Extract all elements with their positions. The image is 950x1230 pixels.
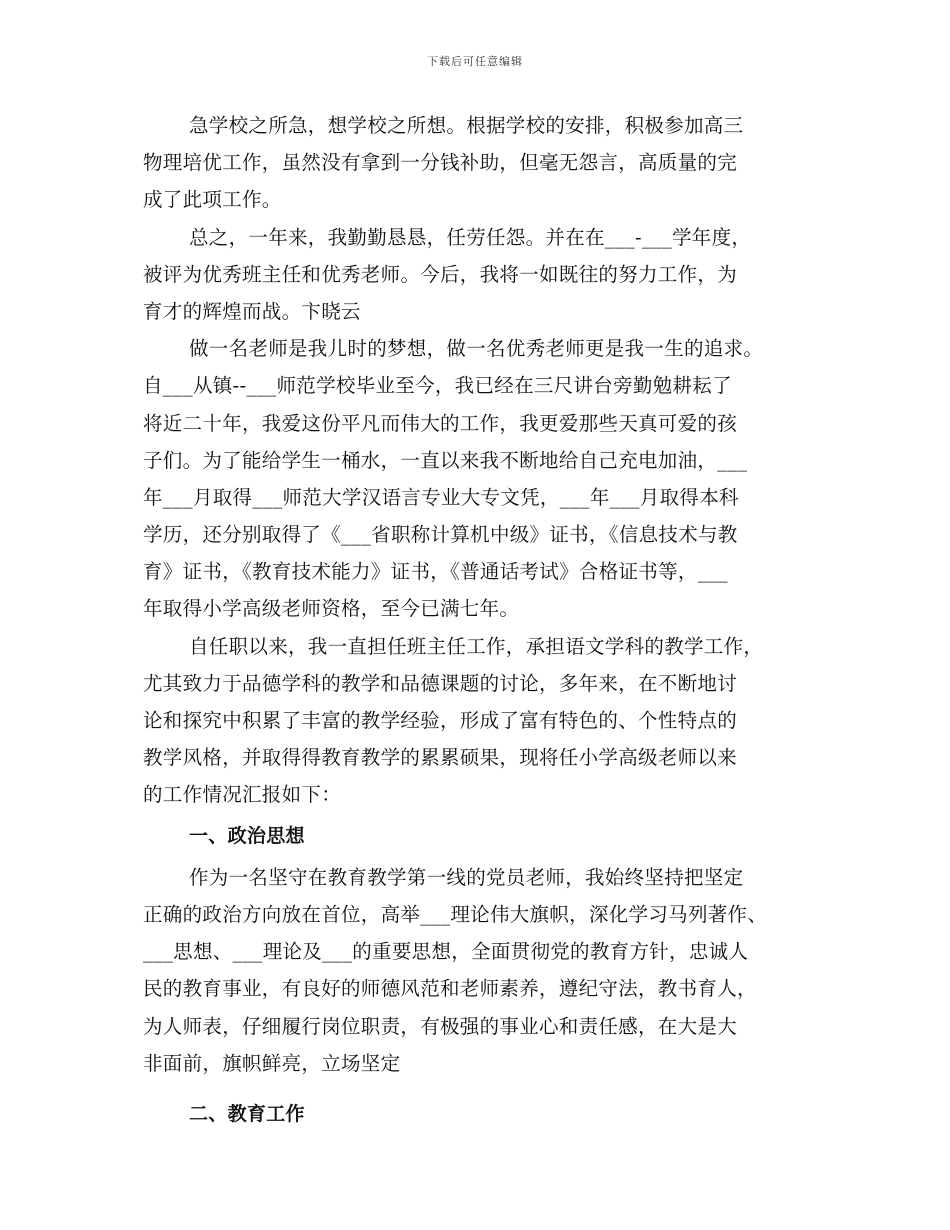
text-line: 年取得小学高级老师资格，至今已满七年。 — [143, 597, 520, 621]
paragraph-start-line: 总之，一年来，我勤勤恳恳，任劳任怨。并在在___-___学年度， — [189, 225, 752, 249]
section-heading-politics: 一、政治思想 — [189, 824, 305, 847]
text-line: 教学风格，并取得得教育教学的累累硕果，现将任小学高级老师以来 — [143, 746, 738, 770]
paragraph-start-line: 作为一名坚守在教育教学第一线的党员老师，我始终坚持把坚定 — [189, 865, 744, 889]
text-line: 物理培优工作，虽然没有拿到一分钱补助，但毫无怨言，高质量的完 — [143, 151, 738, 175]
page-header: 下载后可任意编辑 — [427, 55, 523, 68]
text-line: 年___月取得___师范大学汉语言专业大专文凭，___年___月取得本科 — [143, 485, 739, 509]
text-line: 的工作情况汇报如下： — [143, 783, 342, 807]
paragraph-start-line: 做一名老师是我儿时的梦想，做一名优秀老师更是我一生的追求。 — [189, 337, 764, 361]
section-heading-education: 二、教育工作 — [189, 1102, 305, 1125]
text-line: 自___从镇--___师范学校毕业至今，我已经在三尺讲台旁勤勉耕耘了 — [143, 374, 732, 398]
text-line: 被评为优秀班主任和优秀老师。今后，我将一如既往的努力工作，为 — [143, 262, 738, 286]
text-line: 育才的辉煌而战。卞晓云 — [143, 299, 361, 323]
text-line: 正确的政治方向放在首位，高举___理论伟大旗帜，深化学习马列著作、 — [143, 902, 768, 926]
text-line: 将近二十年，我爱这份平凡而伟大的工作，我更爱那些天真可爱的孩 — [143, 411, 738, 435]
document-body — [143, 107, 813, 1137]
text-line: 急学校之所急，想学校之所想。根据学校的安排，积极参加高三 — [189, 114, 744, 137]
text-line: 尤其致力于品德学科的教学和品德课题的讨论，多年来，在不断地讨 — [143, 671, 738, 695]
text-line: 论和探究中积累了丰富的教学经验，形成了富有特色的、个性特点的 — [143, 709, 738, 732]
text-line: 学历，还分别取得了《___省职称计算机中级》证书，《信息技术与教 — [143, 523, 738, 547]
text-line: ___思想、___理论及___的重要思想，全面贯彻党的教育方针，忠诚人 — [143, 940, 749, 964]
text-line: 成了此项工作。 — [143, 188, 282, 212]
text-line: 育》证书，《教育技术能力》证书，《普通话考试》合格证书等，___ — [143, 560, 728, 584]
text-line: 民的教育事业，有良好的师德风范和老师素养，遵纪守法，教书育人， — [143, 977, 757, 1001]
text-line: 子们。为了能给学生一桶水，一直以来我不断地给自己充电加油，___ — [143, 448, 748, 472]
text-line: 为人师表，仔细履行岗位职责，有极强的事业心和责任感，在大是大 — [143, 1014, 738, 1038]
text-line: 非面前，旗帜鲜亮，立场坚定 — [143, 1051, 401, 1075]
paragraph-start-line: 自任职以来，我一直担任班主任工作，承担语文学科的教学工作， — [189, 634, 764, 658]
